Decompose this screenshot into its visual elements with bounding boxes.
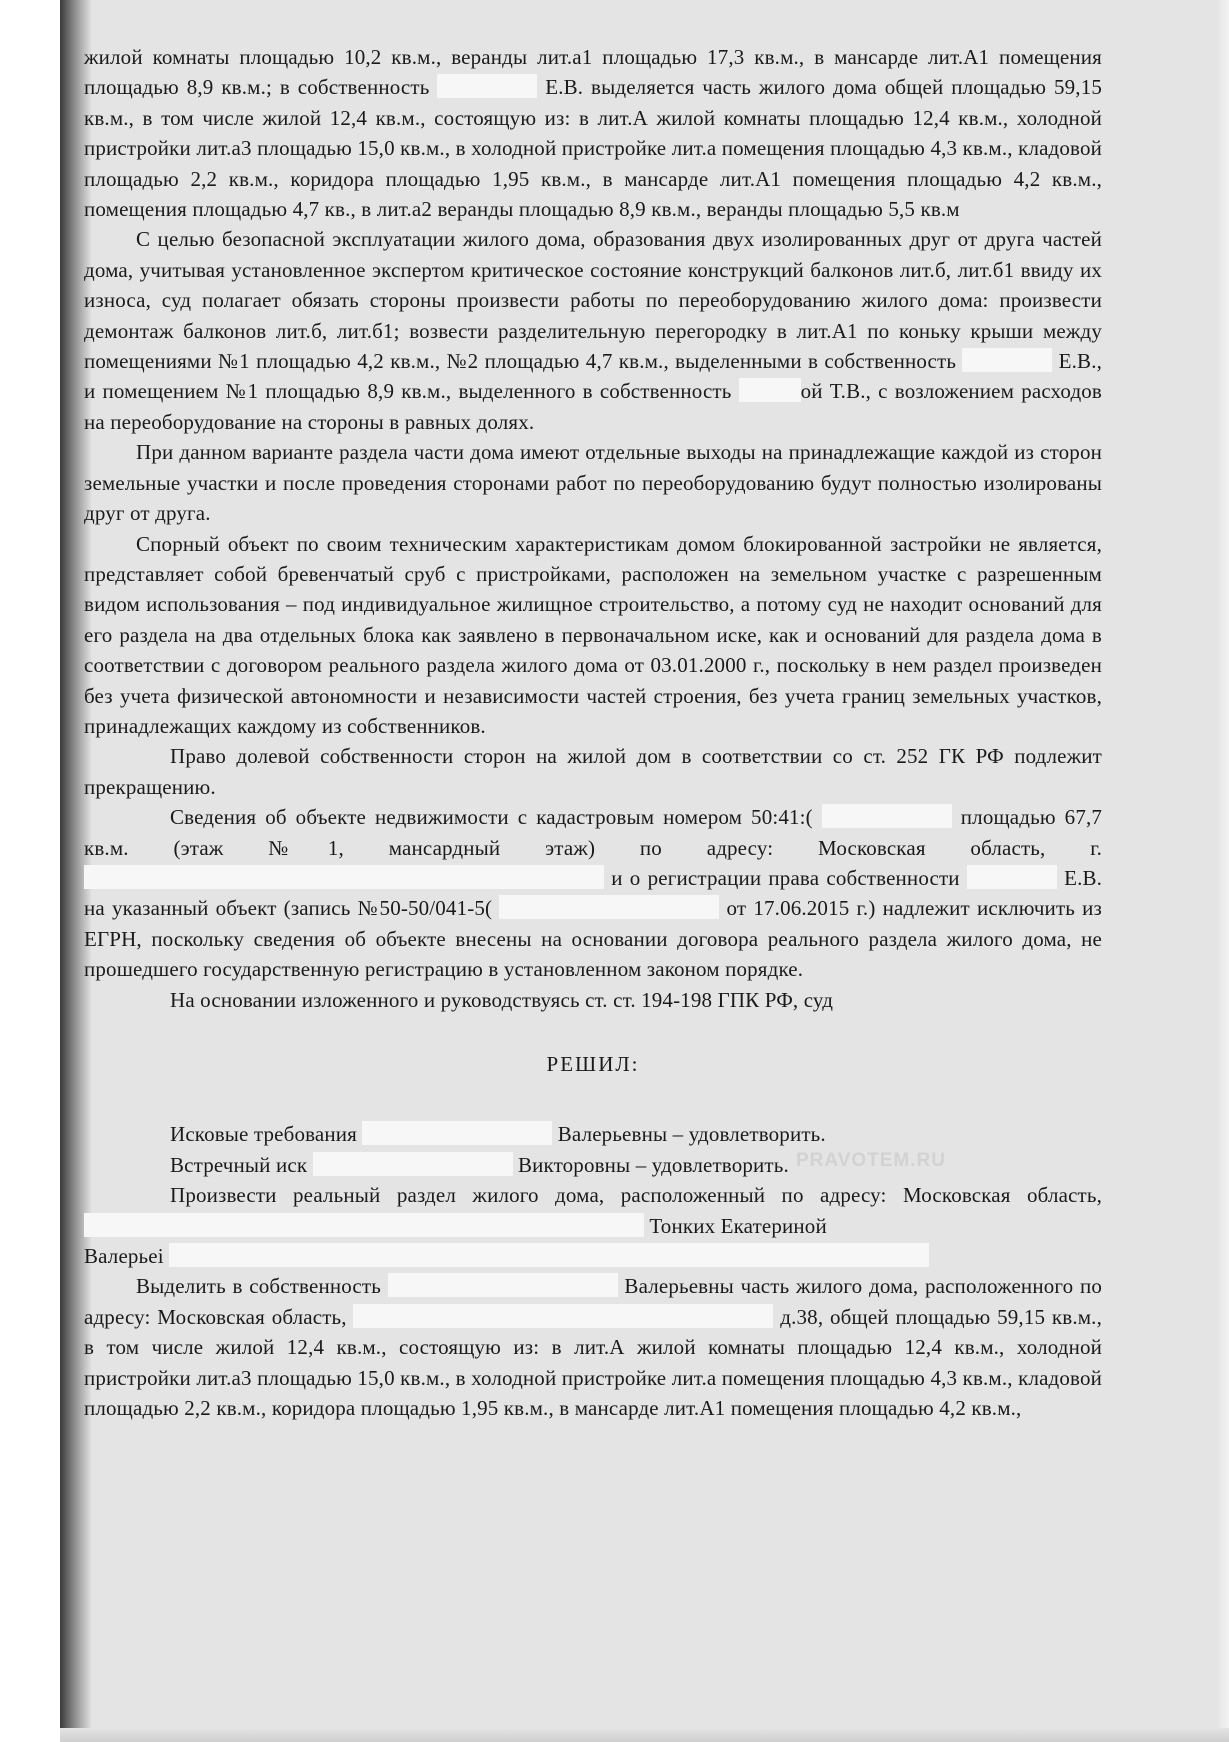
text-run: Произвести реальный раздел жилого дома, расположенный по адресу: Московская область, <box>170 1183 1102 1208</box>
text-run: д.38, общей площадью 59,15 кв.м., в том числе жилой 12,4 кв.м., состоящую из: в лит.А жилой комнаты площадью 12,4 кв.м., холодной пристройки лит.а3 площадью 15,0 кв.м., в холодной пристройке лит.а помещения площадью 4,3 кв.м., кладовой площадью 2,2 кв.м., коридора площадью 1,95 кв.м., в мансарде лит.А1 помещения площадью 4,2 кв.м., <box>84 1304 1102 1421</box>
redaction <box>437 74 537 98</box>
paragraph-basis: На основании изложенного и руководствуясь ст. ст. 194-198 ГПК РФ, суд <box>170 987 834 1012</box>
redaction <box>169 1243 929 1267</box>
scan-right-edge <box>1217 0 1229 1742</box>
paragraph-variant: При данном варианте раздела части дома имеют отдельные выходы на принадлежащие каждой из сторон земельные участки и после проведения сторонами работ по переоборудованию будут полностью изолированы друг от друга. <box>84 440 1102 526</box>
text-run: Е.В. на указанный объект (запись №50-50/041-5( <box>84 865 1103 921</box>
text-run: Е.В. выделяется часть жилого дома общей площадью 59,15 кв.м., в том числе жилой 12,4 кв.м., состоящую из: в лит.А жилой комнаты площадью 12,4 кв.м., холодной пристройки лит.а3 площадью 15,0 кв.м., в холодной пристройке лит.а помещения площадью 4,3 кв.м., кладовой площадью 2,2 кв.м., коридора площадью 1,95 кв.м., в мансарде лит.А1 помещения площадью 4,2 кв.м., помещения площадью 4,7 кв., в лит.а2 веранды площадью 8,9 кв.м., веранды площадью 5,5 кв.м <box>84 75 1103 222</box>
redaction <box>84 1213 644 1237</box>
text-run: Исковые требования <box>170 1122 357 1147</box>
redaction <box>967 865 1057 889</box>
decision-partition <box>84 1180 1102 1241</box>
text-run: жилой комнаты площадью 10,2 кв.м., веранды лит.а1 площадью 17,3 кв.м., в мансарде лит.А1 помещения площадью 8,9 кв.м.; в собственность <box>84 45 1102 100</box>
text-run: от 17.06.2015 г.) надлежит исключить из ЕГРН, поскольку сведения об объекте внесены на основании договора реального раздела жилого дома, не прошедшего государственную регистрацию в установленном законом порядке. <box>84 896 1102 982</box>
site-watermark: PRAVOTEM.RU <box>796 1150 946 1171</box>
text-run: Тонких Екатериной <box>649 1213 827 1238</box>
text-run: Встречный иск <box>170 1152 308 1177</box>
decision-title: РЕШИЛ: <box>546 1052 640 1076</box>
paragraph-ownership: Право долевой собственности сторон на жилой дом в соответствии со ст. 252 ГК РФ подлежит прекращению. <box>84 744 1102 799</box>
text-run: Валерьевны – удовлетворить. <box>557 1122 826 1147</box>
redaction <box>739 378 801 402</box>
decision-claim <box>84 1119 1102 1149</box>
decision-counterclaim <box>84 1150 1102 1180</box>
paragraph-safety <box>84 224 1102 437</box>
text-run: ой Т.В., с возложением расходов на переоборудование на стороны в равных долях. <box>84 379 1102 434</box>
text-run: Валерьеі <box>84 1244 164 1269</box>
text-run: Валерьевны часть жилого дома, расположенного по адресу: Московская область, <box>84 1274 1103 1329</box>
scan-bottom-edge <box>60 1728 1229 1742</box>
scanned-page <box>60 0 1229 1742</box>
paragraph-cadastral <box>84 802 1102 984</box>
text-run: Сведения об объекте недвижимости с кадастровым номером 50:41:( <box>170 805 813 830</box>
redaction <box>388 1273 618 1297</box>
paragraph-continuation <box>84 42 1102 224</box>
text-run: Выделить в собственность <box>136 1274 381 1299</box>
redaction <box>313 1152 513 1176</box>
redaction <box>353 1304 773 1328</box>
redaction <box>84 865 604 889</box>
text-run: Викторовны – удовлетворить. <box>517 1152 789 1177</box>
document-body <box>84 42 1102 1423</box>
redaction <box>962 348 1052 372</box>
redaction <box>362 1121 552 1145</box>
paragraph-object: Спорный объект по своим техническим характеристикам домом блокированной застройки не является, представляет собой бревенчатый сруб с пристройками, расположен на земельном участке с разрешенным видом использования – под индивидуальное жилищное строительство, а потому суд не находит оснований для его раздела на два отдельных блока как заявлено в первоначальном иске, как и оснований для раздела дома в соответствии с договором реального раздела жилого дома от 03.01.2000 г., поскольку в нем раздел произведен без учета физической автономности и независимости частей строения, без учета границ земельных участков, принадлежащих каждому из собственников. <box>84 531 1102 738</box>
text-run: площадью 67,7 кв.м. (этаж №1, мансардный этаж) по адресу: Московская область, г. <box>84 805 1103 860</box>
text-run: С целью безопасной эксплуатации жилого дома, образования двух изолированных друг от друга частей дома, учитывая установленное экспертом критическое состояние конструкций балконов лит.б, лит.б1 ввиду их износа, суд полагает обязать стороны произвести работы по переоборудованию жилого дома: произвести демонтаж балконов лит.б, лит.б1; возвести разделительную перегородку в лит.А1 по коньку крыши между помещениями №1 площадью 4,2 кв.м., №2 площадью 4,7 кв.м., выделенными в собственность <box>84 227 1102 374</box>
text-run: и о регистрации права собственности <box>611 865 960 890</box>
redaction <box>499 895 719 919</box>
decision-partition-end <box>84 1241 1102 1271</box>
redaction <box>822 804 952 828</box>
text-run: Е.В., и помещением №1 площадью 8,9 кв.м., выделенного в собственность <box>84 349 1103 404</box>
decision-allocate <box>84 1271 1102 1423</box>
